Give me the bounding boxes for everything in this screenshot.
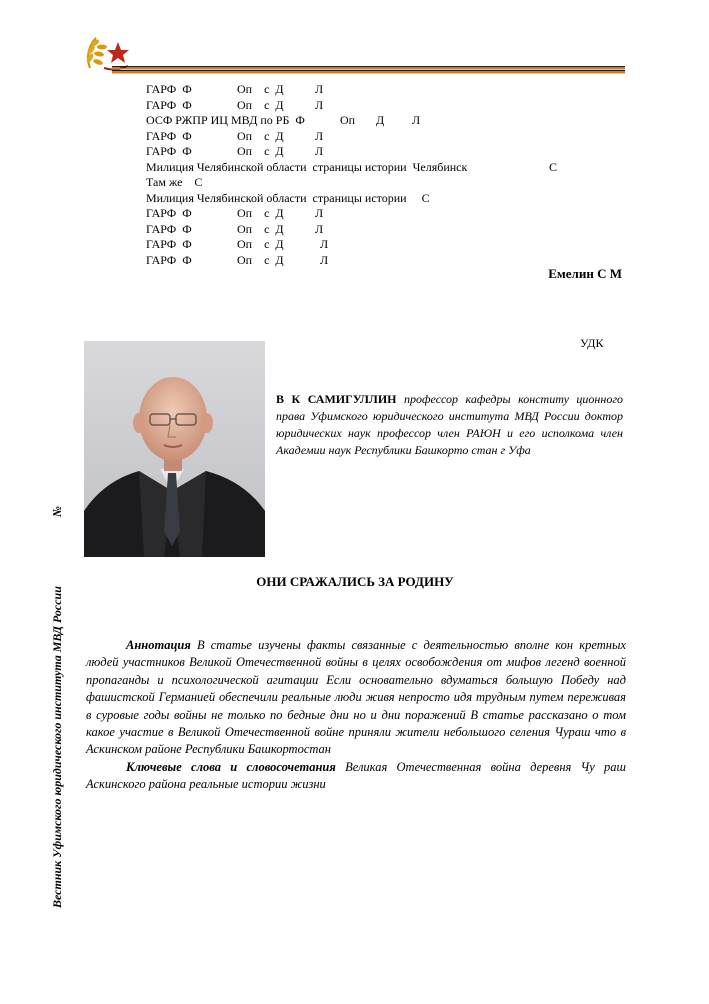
reference-line: ГАРФ Ф Оп с Д Л [146,144,324,158]
author-bio [276,391,623,459]
reference-line: ГАРФ Ф Оп с Д Л [146,206,324,220]
author-photo [84,341,265,557]
reference-list [146,82,616,268]
abstract-label: Аннотация [126,638,191,652]
keywords-paragraph [86,759,626,794]
reference-line: Милиция Челябинской области страницы истории Челябинск С [146,159,558,174]
reference-line: ОСФ РЖПР ИЦ МВД по РБ Ф Оп Д Л [146,113,421,127]
reference-line: Там же С [146,175,203,189]
side-issue-number: № [50,506,64,517]
abstract-text: В статье изучены факты связанные с деятельностью вполне кон кретных людей участников Великой Отечественной войны в целях освобождения от мифов легенд военной пропаганды и психологической агитации Если основательно вдуматься большую Победу над фашистской Германией обеспечили реальные люди живя непросто идя трудным путем переживая в суровые годы войны не только по бедные дни но и дни поражений В статье рассказано о том какое участие в Великой Отечественной войне приняли жители небольшого селения Чураш что в Аскинском районе Республики Башкортостан [86,638,626,757]
abstract-paragraph [86,637,626,759]
keywords-text: Великая Отечественная война деревня Чу раш Аскинского района реальные истории жизни [86,759,626,792]
side-journal-title: Вестник Уфимского юридического института МВД России [50,586,64,908]
reference-line: Милиция Челябинской области страницы истории С [146,190,430,205]
reference-line: ГАРФ Ф Оп с Д Л [146,252,329,267]
reference-line: ГАРФ Ф Оп с Д Л [146,97,324,112]
reference-line: ГАРФ Ф Оп с Д Л [146,237,329,251]
reference-line: ГАРФ Ф Оп с Д Л [146,128,324,143]
header-ribbon [112,66,625,74]
reference-line: ГАРФ Ф Оп с Д Л [146,82,324,96]
keywords-label: Ключевые слова и словосочетания [126,759,336,774]
article-title: ОНИ СРАЖАЛИСЬ ЗА РОДИНУ [256,574,454,589]
udk-label: УДК [580,336,604,350]
author-signature: Емелин С М [548,266,622,281]
author-bio-text: профессор кафедры конститу ционного права Уфимского юридического института МВД России доктор юридических наук профессор член РАЮН и его исполкома член Академии наук Республики Башкорто стан г Уфа [276,392,623,457]
reference-line: ГАРФ Ф Оп с Д Л [146,221,324,236]
abstract-block [86,637,626,794]
author-name: В К САМИГУЛЛИН [276,392,397,406]
